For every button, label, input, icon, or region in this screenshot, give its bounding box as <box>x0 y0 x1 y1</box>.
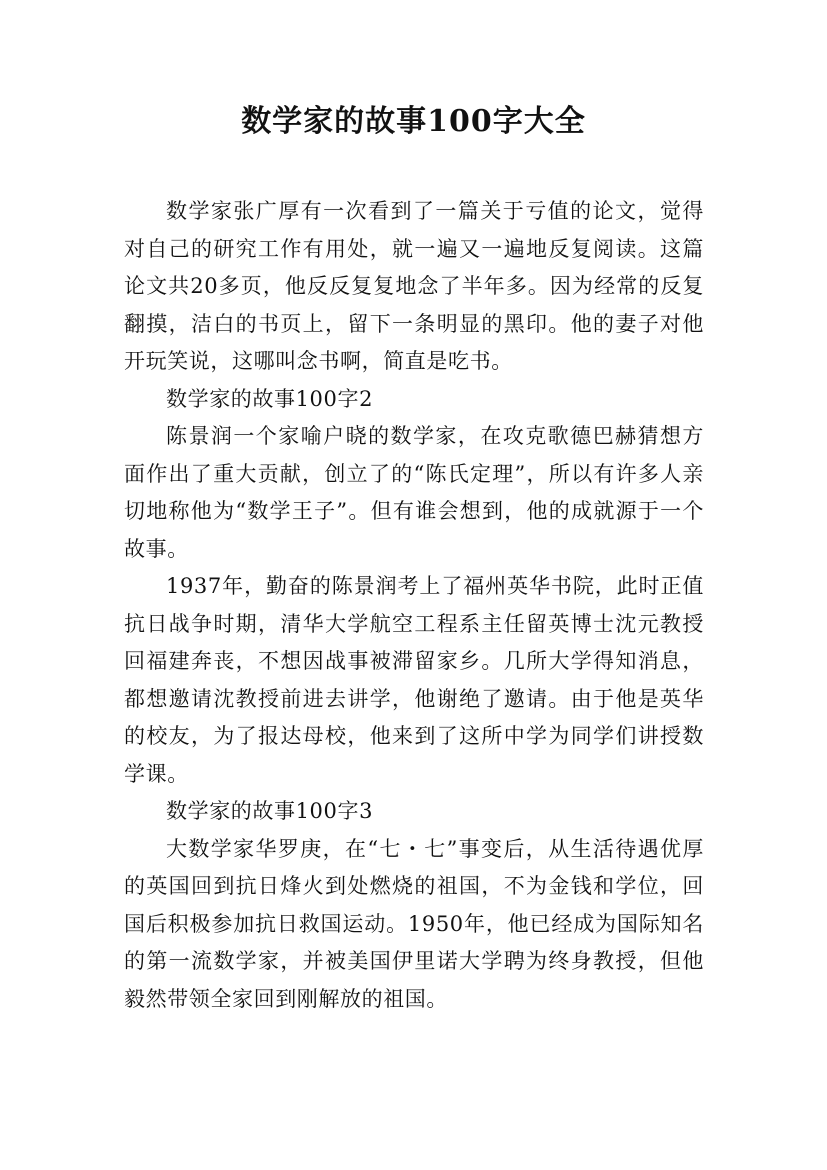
paragraph-2: 陈景润一个家喻户晓的数学家，在攻克歌德巴赫猜想方面作出了重大贡献，创立了的“陈氏定理”，所以有许多人亲切地称他为“数学王子”。但有谁会想到，他的成就源于一个故事。 <box>124 424 704 561</box>
paragraph-1: 数学家张广厚有一次看到了一篇关于亏值的论文，觉得对自己的研究工作有用处，就一遍又一遍地反复阅读。这篇论文共20多页，他反反复复地念了半年多。因为经常的反复翻摸，洁白的书页上，留下一条明显的黑印。他的妻子对他开玩笑说，这哪叫念书啊，简直是吃书。 <box>124 199 704 373</box>
paragraph-4: 大数学家华罗庚，在“七・七”事变后，从生活待遇优厚的英国回到抗日烽火到处燃烧的祖国，不为金钱和学位，回国后积极参加抗日救国运动。1950年，他已经成为国际知名的第一流数学家，并被美国伊里诺大学聘为终身教授，但他毅然带领全家回到刚解放的祖国。 <box>124 836 704 1011</box>
document-body <box>124 193 704 1018</box>
section-heading-2: 数学家的故事100字2 <box>166 386 374 411</box>
document-title: 数学家的故事100字大全 <box>241 104 586 139</box>
section-heading-3: 数学家的故事100字3 <box>166 799 374 823</box>
paragraph-3: 1937年，勤奋的陈景润考上了福州英华书院，此时正值抗日战争时期，清华大学航空工程系主任留英博士沈元教授回福建奔丧，不想因战事被滞留家乡。几所大学得知消息，都想邀请沈教授前进去讲学，他谢绝了邀请。由于他是英华的校友，为了报达母校，他来到了这所中学为同学们讲授数学课。 <box>124 574 704 786</box>
